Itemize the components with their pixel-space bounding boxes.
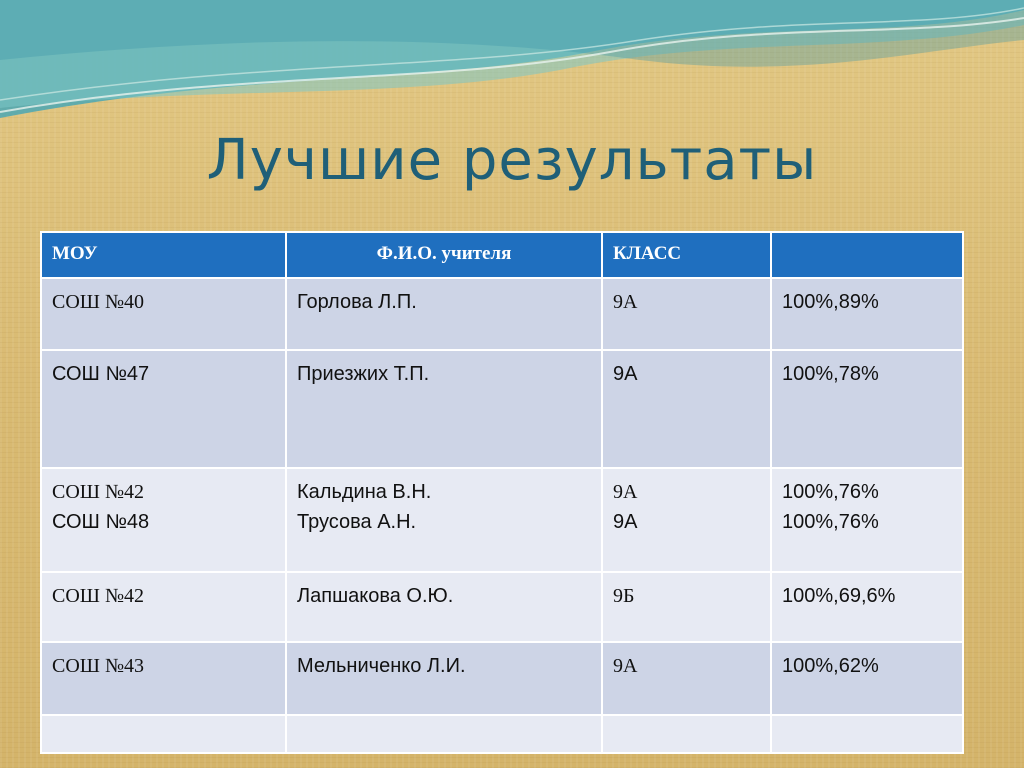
table-row [41,350,963,468]
result-cell [771,468,963,572]
school-cell [41,572,286,642]
decorative-wave-banner [0,0,1024,140]
table-row [41,715,963,753]
class-cell [602,278,771,350]
school-name: СОШ №40 [52,291,145,313]
results-table [40,231,964,754]
table-row [41,468,963,572]
teacher-name: Приезжих Т.П. [297,363,430,385]
class-cell [602,468,771,572]
teacher-cell [286,278,602,350]
result-value: 100%,78% [782,363,879,385]
teacher-name: Лапшакова О.Ю. [297,585,454,607]
teacher-name: Кальдина В.Н. [297,481,432,503]
header-teacher: Ф.И.О. учителя [286,232,602,278]
slide-title: Лучшие результаты [206,128,818,193]
result-value: 100%,62% [782,655,879,677]
table-row [41,642,963,715]
class-name: 9А [613,655,638,677]
school-cell [41,468,286,572]
class-name: 9А [613,481,638,503]
school-cell [41,642,286,715]
header-class: КЛАСС [602,232,771,278]
result-cell [771,572,963,642]
table-row [41,278,963,350]
header-school: МОУ [41,232,286,278]
teacher-name: Мельниченко Л.И. [297,655,466,677]
class-cell [602,642,771,715]
teacher-cell [286,572,602,642]
result-cell [771,642,963,715]
school-name: СОШ №42 [52,585,145,607]
school-cell [41,278,286,350]
class-cell [602,715,771,753]
class-name: 9А [613,291,638,313]
header-result [771,232,963,278]
result-cell [771,278,963,350]
result-value: 100%,69,6% [782,585,896,607]
school-cell [41,715,286,753]
class-cell [602,572,771,642]
table-header-row [41,232,963,278]
teacher-name: Трусова А.Н. [297,511,417,533]
result-value: 100%,76% [782,511,879,533]
school-name: СОШ №48 [52,511,150,533]
school-name: СОШ №42 [52,481,145,503]
class-cell [602,350,771,468]
result-value: 100%,89% [782,291,879,313]
school-name: СОШ №47 [52,363,150,385]
result-cell [771,350,963,468]
teacher-name: Горлова Л.П. [297,291,417,313]
teacher-cell [286,468,602,572]
teacher-cell [286,350,602,468]
class-name: 9А [613,363,638,385]
class-name: 9Б [613,585,635,607]
class-name: 9А [613,511,638,533]
table-row [41,572,963,642]
teacher-cell [286,642,602,715]
teacher-cell [286,715,602,753]
result-value: 100%,76% [782,481,879,503]
result-cell [771,715,963,753]
school-cell [41,350,286,468]
school-name: СОШ №43 [52,655,145,677]
